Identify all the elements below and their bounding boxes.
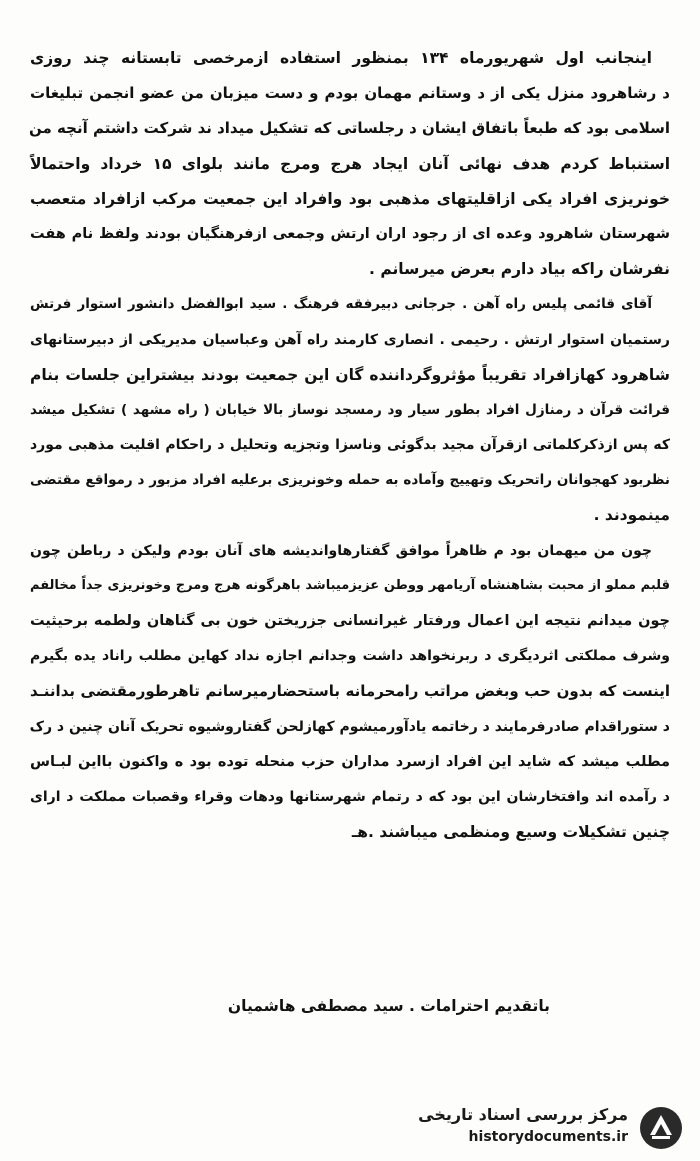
document-line: قلبم مملو از محبت بشاهنشاه آریامهر ووطن عزیزمیباشد باهرگونه هرج ومرج وخونریزی جداً مخالفم bbox=[30, 577, 670, 593]
signature-line: باتقدیم احترامات . سید مصطفی هاشمیان bbox=[227, 997, 550, 1015]
document-line: اینست که بدون حب وبغض مراتب رامحرمانه باستحضارمیرسانم تاهرطورمقتضی بداننـد bbox=[30, 682, 670, 701]
document-line: د رآمده اند وافتخارشان این بود که د رتمام شهرستانها ودهات وقراء وقصبات مملکت د ارای bbox=[30, 788, 670, 805]
document-body bbox=[30, 48, 670, 857]
document-line: مینمودند . bbox=[593, 506, 670, 525]
document-line: چون من میهمان بود م ظاهراً موافق گفتارهاواندیشه های آنان بودم ولیکن د رباطن چون bbox=[30, 542, 652, 559]
source-watermark bbox=[418, 1101, 688, 1153]
document-line: خونریزی افراد یکی ازاقلیتهای مذهبی بود وافراد این جمعیت مرکب ازافراد متعصب bbox=[30, 189, 670, 208]
document-line: شهرستان شاهرود وعده ای از رجود اران ارتش وجمعی ازفرهنگیان بودند ولفظ نام هفت bbox=[30, 225, 670, 242]
document-line: رستمیان استوار ارتش . رحیمی . انصاری کارمند راه آهن وعباسیان مدیریکی از دبیرستانهای bbox=[30, 331, 670, 348]
document-line: د رشاهرود منزل یکی از د وستانم مهمان بودم و دست میزبان من عضو انجمن تبلیغات bbox=[30, 84, 670, 103]
document-line: چون میدانم نتیجه این اعمال ورفتار غیرانسانی جزریختن خون بی گناهان ولطمه برحیثیت bbox=[30, 613, 670, 629]
watermark-url: historydocuments.ir bbox=[468, 1129, 628, 1145]
document-line: شاهرود کهازافراد تقریباً مؤثروگرداننده گان این جمعیت بودند بیشتراین جلسات بنام bbox=[30, 365, 670, 384]
document-line: که پس ازذکرکلماتی ازقرآن مجید بدگوئی وناسزا وتجزیه وتحلیل د راحکام اقلیت مذهبی مورد bbox=[30, 437, 670, 454]
document-line: وشرف مملکتی اثردیگری د ربرنخواهد داشت وجدانم اجازه نداد کهاین مطلب راناد یده بگیرم bbox=[30, 648, 670, 665]
document-line: چنین تشکیلات وسیع ومنظمی میباشند .هـ bbox=[351, 823, 670, 842]
document-line: مطلب میشد که شاید این افراد ازسرد مداران حزب منحله توده بود ه واکنون بااین لبـاس bbox=[30, 753, 670, 770]
document-line: اینجانب اول شهریورماه ۱۳۴ بمنظور استفاده ازمرخصی تابستانه چند روزی bbox=[30, 49, 652, 67]
document-line: نفرشان راکه بیاد دارم بعرض میرسانم . bbox=[369, 260, 670, 279]
document-line: آقای قائمی پلیس راه آهن . جرجانی دبیرفقه فرهنگ . سید ابوالفضل دانشور استوار فرتش bbox=[30, 296, 652, 313]
document-line: د ستوراقدام صادرفرمایند د رخاتمه یادآورمیشوم کهازلحن گفتاروشیوه تحریک آنان چنین د رک bbox=[29, 718, 670, 735]
watermark-title: مرکز بررسی اسناد تاریخی bbox=[418, 1105, 628, 1124]
document-line: استنباط کردم هدف نهائی آنان ایجاد هرج ومرج مانند بلوای ۱۵ خرداد واحتمالاً bbox=[30, 154, 671, 173]
archive-logo-icon bbox=[638, 1105, 684, 1151]
document-line: اسلامی بود که طبعاً باتفاق ایشان د رجلساتی که تشکیل میداد ند شرکت داشتم آنچه من bbox=[29, 119, 670, 138]
document-line: قرائت قرآن د رمنازل افراد بطور سیار ود رمسجد نوساز بالا خیابان ( راه مشهد ) تشکیل میشد bbox=[30, 401, 670, 418]
document-line: نظربود کهجوانان راتحریک وتهییج وآماده به حمله وخونریزی برعلیه افراد مزبور د رمواقع مقتضی bbox=[30, 472, 670, 489]
